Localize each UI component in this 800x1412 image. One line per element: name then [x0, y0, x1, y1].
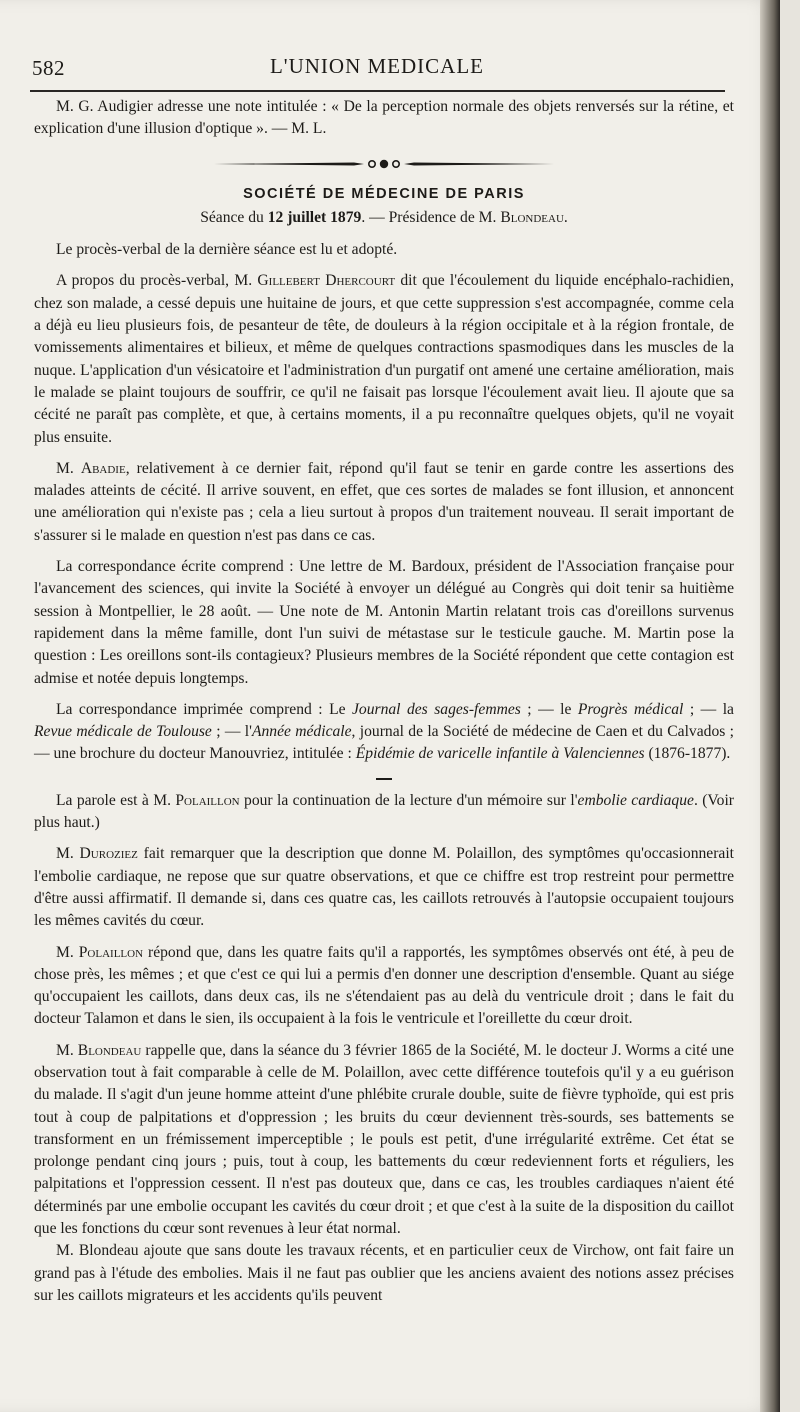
section-title: SOCIÉTÉ DE MÉDECINE DE PARIS	[243, 185, 525, 202]
speaker-name: Polaillon	[175, 791, 240, 809]
speaker-name: Gillebert Dhercourt	[257, 272, 396, 290]
section-dash	[34, 778, 734, 780]
header-rule	[30, 90, 725, 92]
paragraph: Le procès-verbal de la dernière séance est lu et adopté.	[56, 241, 398, 259]
page-header	[32, 52, 722, 88]
paragraph: M. Blondeau rappelle que, dans la séance du 3 février 1865 de la Société, M. le docteur J. Worms a cité une observation tout à fait comparable à celle de M. Polaillon, avec cette différence toutefois qu'il y a eu guérison du malade. Il s'agit d'un jeune homme atteint d'une phlébite crurale double, suite de fièvre typhoïde, qui est pris tout à coup de palpitations et d'oppression ; les bruits du cœur deviennent très-sourds, ses battements se transforment en un frémissement imperceptible ; le pouls est petit, d'une irrégularité extrême. Cet état se prolonge pendant cinq jours ; puis, tout à coup, les battements du cœur redeviennent forts et réguliers, les palpitations et l'oppression cessent. Il n'est pas douteux que, dans ce cas, les troubles cardiaques n'aient été déterminés par une embolie occupant les cavités du cœur droit ; et que c'est à la suite de la disposition du caillot que les fonctions du cœur sont revenues à leur état normal.	[34, 1041, 734, 1238]
speaker-name: Polaillon	[78, 943, 144, 961]
intro-paragraph: M. G. Audigier adresse une note intitulée : « De la perception normale des objets renversés sur la rétine, et explication d'une illusion d'optique ». — M. L.	[34, 98, 734, 138]
page-binding-edge	[760, 0, 780, 1412]
ornament-divider-icon	[214, 157, 554, 171]
paragraph: M. Polaillon répond que, dans les quatre faits qu'il a rapportés, les symptômes observés ont été, à peu de chose près, les mêmes ; et que c'est ce qui lui a permis d'en donner une description d'ensemble. Quant au siége qu'occupaient les caillots, dans deux cas, ils ne s'étendaient pas au delà du ventricule droit ; dans le fait du docteur Talamon et dans le sien, ils occupaient à la fois le ventricule et l'oreillette du cœur droit.	[34, 943, 734, 1028]
page-number: 582	[32, 56, 65, 80]
speaker-name: Duroziez	[79, 845, 138, 863]
section-ornament	[34, 153, 734, 175]
running-title: L'UNION MEDICALE	[269, 54, 484, 78]
paragraph: La correspondance écrite comprend : Une lettre de M. Bardoux, président de l'Association française pour l'avancement des sciences, qui invite la Société à envoyer un délégué au Congrès qui doit tenir sa huitième session à Montpellier, le 28 août. — Une note de M. Antonin Martin relatant trois cas d'oreillons survenus rapidement dans la même famille, dont l'un suivi de métastase sur le testicule gauche. M. Martin pose la question : Les oreillons sont-ils contagieux? Plusieurs membres de la Société répondent que cette contagion est admise et notée depuis longtemps.	[34, 558, 734, 687]
paragraph: M. Abadie, relativement à ce dernier fait, répond qu'il faut se tenir en garde contre les assertions des malades atteints de cécité. Il arrive souvent, en effet, que ces sortes de malades se font illusion, et annoncent une amélioration qui n'existe pas ; cela a lieu surtout à propos d'un traitement nouveau. Il serait important de s'assurer si le malade en question n'est pas dans ce cas.	[34, 459, 734, 544]
speaker-name: Abadie	[80, 459, 126, 477]
paragraph: M. Duroziez fait remarquer que la description que donne M. Polaillon, des symptômes qu'occasionnerait l'embolie cardiaque, ne repose que sur quatre observations, et que ce chiffre est trop restreint pour permettre d'être aussi affirmatif. Il demande si, dans ces quatre cas, les caillots retrouvés à l'autopsie occupaient toujours les mêmes cavités du cœur.	[34, 845, 734, 930]
paragraph: A propos du procès-verbal, M. Gillebert Dhercourt dit que l'écoulement du liquide encéphalo-rachidien, chez son malade, a cessé depuis une huitaine de jours, et que cette suppression s'est accompagnée, comme cela a déjà eu lieu plusieurs fois, de pesanteur de tête, de douleurs à la région occipitale et à la région frontale, de vomissements alimentaires et bilieux, et même de quelques contractions spasmodiques dans les muscles de la nuque. L'application d'un vésicatoire et l'administration d'un purgatif ont amené une certaine amélioration, mais le malade se plaint toujours de souffrir, ce qu'il ne faisait pas lorsque l'écoulement avait lieu. Il ajoute que sa cécité ne paraît pas complète, et que, à certains moments, il a pu reconnaître quelques objets, qu'il ne voyait plus ensuite.	[34, 272, 734, 446]
article-body	[34, 96, 734, 1307]
paragraph: La correspondance imprimée comprend : Le Journal des sages-femmes ; — le Progrès médical ; — la Revue médicale de Toulouse ; — l'Année médicale, journal de la Société de médecine de Caen et du Calvados ; — une brochure du docteur Manouvriez, intitulée : Épidémie de varicelle infantile à Valenciennes (1876-1877).	[34, 700, 734, 763]
paragraph: La parole est à M. Polaillon pour la continuation de la lecture d'un mémoire sur l'embolie cardiaque. (Voir plus haut.)	[34, 791, 734, 832]
speaker-name: Blondeau	[77, 1041, 142, 1059]
session-line: Séance du 12 juillet 1879. — Présidence de M. Blondeau.	[200, 208, 568, 226]
paragraph: M. Blondeau ajoute que sans doute les travaux récents, et en particulier ceux de Virchow, ont fait faire un grand pas à l'étude des embolies. Mais il ne faut pas oublier que les anciens avaient des notions assez précises sur les caillots migrateurs et les accidents qu'ils peuvent	[34, 1242, 734, 1304]
